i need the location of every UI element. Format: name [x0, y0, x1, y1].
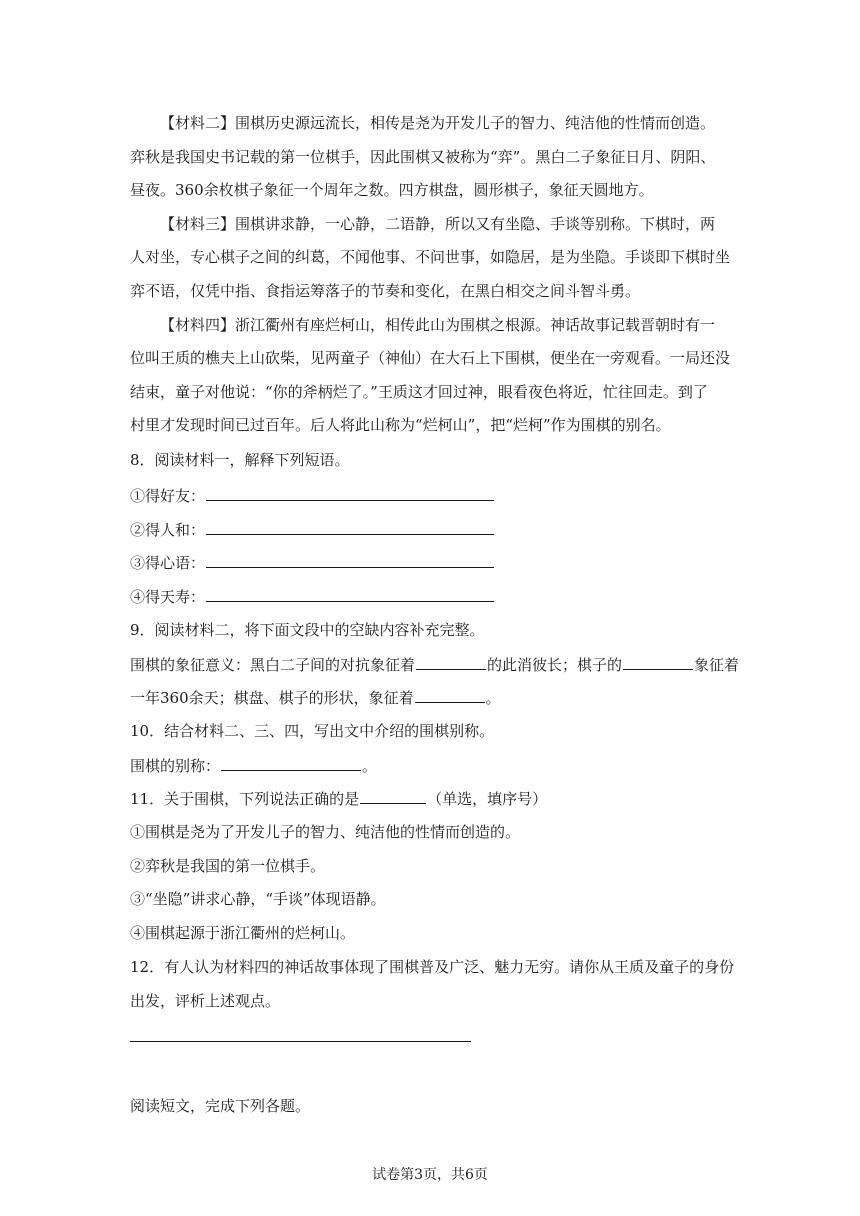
q8-item-label: ③得心语： [130, 554, 206, 572]
q10-text: 。 [362, 757, 378, 775]
material4-line1: 【材料四】浙江衢州有座烂柯山，相传此山为围棋之根源。神话故事记载晋朝时有一 [160, 316, 716, 334]
material4-line2: 位叫王质的樵夫上山砍柴，见两童子（神仙）在大石上下围棋，便坐在一旁观看。一局还没 [130, 349, 731, 367]
next-section-instruction: 阅读短文，完成下列各题。 [130, 1097, 311, 1115]
q10-label: 围棋的别称： [130, 757, 221, 775]
material2-line2: 弈秋是我国史书记载的第一位棋手，因此围棋又被称为“弈”。黑白二子象征日月、阴阳、 [130, 148, 716, 166]
q9-line1 [130, 654, 739, 675]
q9-prompt: 9．阅读材料二，将下面文段中的空缺内容补充完整。 [130, 621, 485, 639]
answer-blank[interactable] [415, 687, 485, 703]
q12-line1: 12．有人认为材料四的神话故事体现了围棋普及广泛、魅力无穷。请你从王质及童子的身份 [130, 958, 735, 976]
q12-line2: 出发，评析上述观点。 [130, 992, 281, 1010]
answer-blank[interactable] [221, 755, 361, 771]
q8-item-1 [130, 485, 495, 506]
q11-text: （单选，填序号） [427, 790, 548, 808]
material3-line2: 人对坐，专心棋子之间的纠葛，不闻他事、不问世事，如隐居，是为坐隐。手谈即下棋时坐 [130, 248, 731, 266]
q8-item-2 [130, 519, 495, 540]
q8-item-3 [130, 552, 495, 573]
q11-text: 11．关于围棋，下列说法正确的是 [130, 790, 360, 808]
q11-option-3: ③“坐隐”讲求心静，“手谈”体现语静。 [130, 890, 386, 908]
material3-line1: 【材料三】围棋讲求静，一心静，二语静，所以又有坐隐、手谈等别称。下棋时，两 [160, 215, 716, 233]
material3-line3: 弈不语，仅凭中指、食指运筹落子的节奏和变化，在黑白相交之间斗智斗勇。 [130, 282, 641, 300]
q10-prompt: 10．结合材料二、三、四，写出文中介绍的围棋别称。 [130, 722, 495, 740]
material2-line1: 【材料二】围棋历史源远流长，相传是尧为开发儿子的智力、纯洁他的性情而创造。 [160, 114, 716, 132]
q8-item-label: ②得人和： [130, 521, 206, 539]
material2-line3: 昼夜。360余枚棋子象征一个周年之数。四方棋盘，圆形棋子，象征天圆地方。 [130, 181, 654, 199]
q11-option-4: ④围棋起源于浙江衢州的烂柯山。 [130, 924, 356, 942]
page-footer: 试卷第3页，共6页 [372, 1167, 488, 1183]
answer-blank[interactable] [206, 586, 494, 602]
q11-option-1: ①围棋是尧为了开发儿子的智力、纯洁他的性情而创造的。 [130, 823, 521, 841]
q8-item-label: ①得好友： [130, 487, 206, 505]
q11-prompt [130, 788, 547, 809]
answer-blank[interactable] [206, 519, 494, 535]
answer-blank[interactable] [206, 552, 494, 568]
material4-line4: 村里才发现时间已过百年。后人将此山称为“烂柯山”，把“烂柯”作为围棋的别名。 [130, 416, 671, 434]
q12-answer-line[interactable] [130, 1041, 471, 1042]
q9-text: 。 [485, 689, 501, 707]
q11-option-2: ②弈秋是我国的第一位棋手。 [130, 857, 326, 875]
q9-text: 的此消彼长；棋子的 [487, 656, 623, 674]
answer-blank[interactable] [360, 788, 426, 804]
answer-blank[interactable] [416, 654, 486, 670]
answer-blank[interactable] [623, 654, 693, 670]
q10-answer-line [130, 755, 377, 776]
q8-item-label: ④得天寿： [130, 588, 206, 606]
q8-prompt: 8．阅读材料一，解释下列短语。 [130, 451, 350, 469]
q8-item-4 [130, 586, 495, 607]
material4-line3: 结束，童子对他说：“你的斧柄烂了。”王质这才回过神，眼看夜色将近，忙往回走。到了 [130, 383, 708, 401]
q9-line2 [130, 687, 501, 708]
q9-text: 围棋的象征意义：黑白二子间的对抗象征着 [130, 656, 416, 674]
q9-text: 一年360余天；棋盘、棋子的形状，象征着 [130, 689, 414, 707]
q9-text: 象征着 [694, 656, 740, 674]
answer-blank[interactable] [206, 485, 494, 501]
